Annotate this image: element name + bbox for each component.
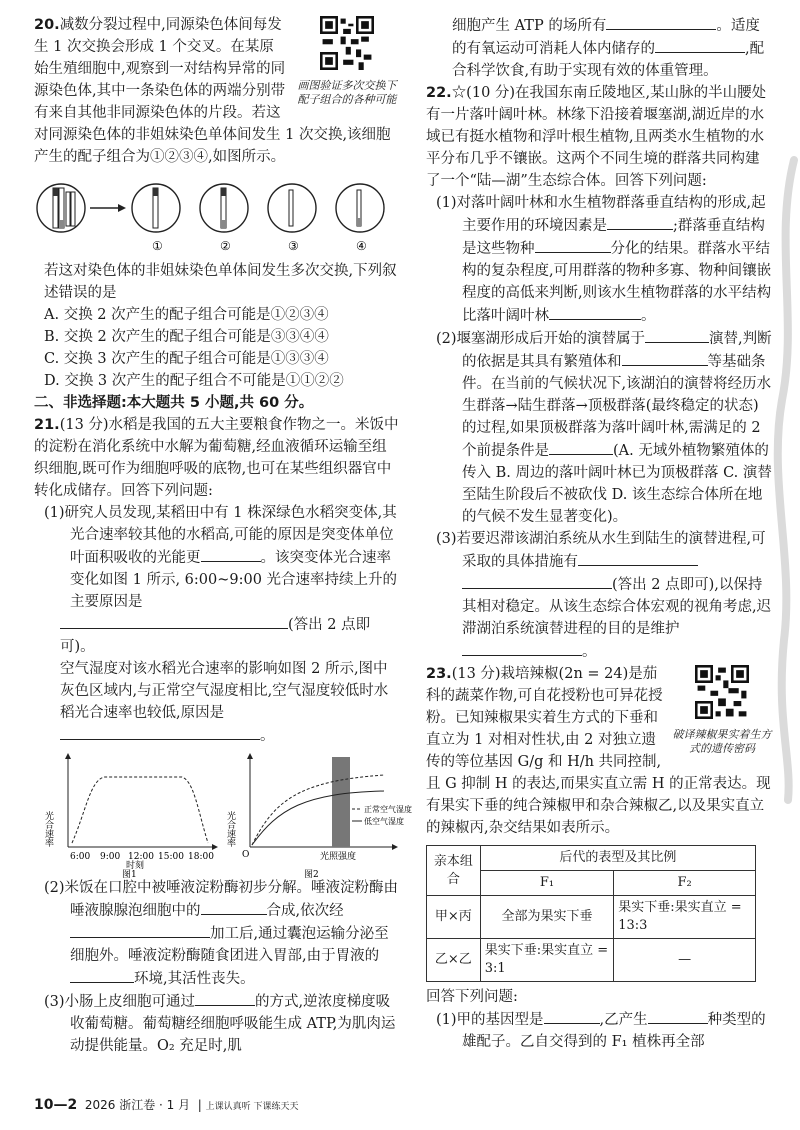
gamete-diagram: [34, 172, 400, 258]
qr-code-icon[interactable]: [695, 665, 749, 719]
fig1-tick: 18:00: [188, 852, 214, 862]
answer-blank[interactable]: [645, 327, 709, 343]
exam-name: 2026 浙江卷 · 1 月: [84, 1098, 191, 1112]
answer-blank[interactable]: [462, 573, 612, 589]
option-a[interactable]: A. 交换 2 次产生的配子组合可能是①②③④: [44, 307, 329, 323]
page-footer: 10—2 2026 浙江卷 · 1 月 | 上课认真听 下课练天天: [34, 1097, 299, 1113]
instruction: 回答下列问题:: [426, 989, 518, 1005]
figure-label: ②: [220, 239, 231, 253]
answer-blank[interactable]: [622, 350, 708, 366]
fig1-xlabel: 时刻: [126, 861, 145, 871]
question-text: 减数分裂过程中,同源染色体间每发生 1 次交换会形成 1 个交叉。在某原始生殖细胞中,观察到一对结构异常的同源染色体,其中一条染色体的两端分别带有来自其他非同源染色体的片段。若这对同源染色体的非姐妹染色单体间发生 1 次交换,该细胞产生的配子组合为①②③④,如图所示。: [34, 17, 391, 165]
table-header: F₂: [614, 871, 756, 896]
sub-question-2: (2)米饭在口腔中被唾液淀粉酶初步分解。唾液淀粉酶由唾液腺腺泡细胞中的: [44, 880, 399, 919]
photosynthesis-figures: [34, 751, 412, 880]
table-header: F₁: [480, 871, 614, 896]
question-21-continued: 细胞产生 ATP 的场所有: [452, 18, 607, 34]
option-c[interactable]: C. 交换 3 次产生的配子组合可能是①③③④: [44, 351, 329, 367]
question-number: 22.: [426, 85, 452, 101]
question-intro: (13 分)栽培辣椒(2n = 24)是茄科的蔬菜作物,可自花授粉也可异花授粉。已知辣椒果实着生方式的下垂和直立为 1 对相对性状,由 2 对独立遗传的等位基因 G/g 和 H/h 共同控制,且 G 抑制 H 的表达,而果实直立需 H 的正常表达。现有果实下垂的纯合辣椒甲和杂合辣椒乙,以及果实直立的辣椒丙,杂交结果如表所示。: [426, 666, 771, 836]
sub-question-2: (2)堰塞湖形成后开始的演替属于: [436, 331, 646, 347]
sub-question-1: (1)对落叶阔叶林和水生植物群落垂直结构的形成,起主要作用的环境因素是: [436, 195, 766, 234]
table-cell: 全部为果实下垂: [480, 896, 614, 939]
answer-blank[interactable]: [655, 37, 745, 53]
answer-blank[interactable]: [544, 1008, 600, 1024]
answer-blank[interactable]: [70, 967, 134, 983]
answer-blank[interactable]: [535, 237, 611, 253]
fig1-tick: 15:00: [158, 852, 184, 862]
question-intro: ☆(10 分)在我国东南丘陵地区,某山脉的半山腰处有一片落叶阔叶林。林缘下沿接着堰塞湖,湖近岸的水域已有挺水植物和浮叶根生植物,且两类水生植物的水平分布几乎不镶嵌。这两个不同生境的群落共同构建了一个“陆—湖”生态综合体。回答下列问题:: [426, 85, 767, 189]
figure-label: ③: [288, 239, 299, 253]
fig2-ylabel: 光合速率: [225, 811, 235, 847]
left-column: [34, 14, 412, 1057]
fig1-tick: 12:00: [128, 852, 154, 862]
question-21: 21.(13 分)水稻是我国的五大主要粮食作物之一。米饭中的淀粉在消化系统中水解为葡萄糖,经血液循环运输至组织细胞,既可作为细胞呼吸的底物,也可在某些组织器官中转化成储存。回答下列问题: (1)研究人员发现,某稻田中有 1 株深绿色水稻突变体,其光合速率较其他的水稻高,可能的原因是突变体单位叶面积吸收的光能更 。该突变体光合速率变化如图 1 所示, 6:00~9:00 光合速率持续上升的主要原因是 (答出 2 点即可)。 空气湿度对该水稻光合速率的影响如图 2 所示,图中灰色区域内,与正常空气湿度相比,空气湿度较低时水稻光合速率也较低,原因是。 光合速率 6:00 9:00 12:00 15:00 18:00 时刻 图1 光合速率 O 光照强度 正常空气湿度 低空气湿度 图2 (2)米饭在口腔中被唾液淀粉酶初步分解。唾液淀粉酶由唾液腺腺泡细胞中的 合成,依次经加工后,通过囊泡运输分泌至细胞外。唾液淀粉酶随食团进入胃部,由于胃液的环境,其活性丧失。 (3)小肠上皮细胞可通过 的方式,逆浓度梯度吸收葡萄糖。葡萄糖经细胞呼吸能生成 ATP,为肌肉运动提供能量。O₂ 充足时,肌: [34, 417, 412, 1054]
table-row: [427, 939, 756, 982]
sub-question-1: (1)研究人员发现,某稻田中有 1 株深绿色水稻突变体,其光合速率较其他的水稻高,可能的原因是突变体单位叶面积吸收的光能更: [44, 505, 397, 566]
answer-blank[interactable]: [549, 439, 613, 455]
question-stem: 若这对染色体的非姐妹染色单体间发生多次交换,下列叙述错误的是: [44, 263, 397, 301]
fig2-legend-normal: 正常空气湿度: [364, 805, 412, 814]
answer-blank[interactable]: [648, 1008, 708, 1024]
footer-tag: 上课认真听 下课练天天: [205, 1102, 299, 1112]
question-number: 21.: [34, 417, 60, 433]
qr-caption: 画图验证多次交换下配子组合的各种可能: [297, 79, 397, 106]
sub-question-text: 空气湿度对该水稻光合速率的影响如图 2 所示,图中灰色区域内,与正常空气湿度相比,空气湿度较低时水稻光合速率也较低,原因是: [60, 661, 389, 721]
option-b[interactable]: B. 交换 2 次产生的配子组合可能是③③④④: [44, 329, 329, 345]
figures-1-2: [34, 751, 412, 880]
table-cell: 甲×丙: [427, 896, 481, 939]
answer-blank[interactable]: [201, 899, 267, 915]
fig1-ylabel: 光合速率: [43, 811, 53, 847]
answer-blank[interactable]: [462, 640, 582, 656]
table-cell: —: [614, 939, 756, 982]
figure-label: ④: [356, 239, 367, 253]
sub-question-3: (3)小肠上皮细胞可通过: [44, 994, 196, 1010]
sub-question-1: (1)甲的基因型是: [436, 1012, 544, 1028]
answer-blank[interactable]: [578, 550, 698, 566]
fig2-xlabel: 光照强度: [320, 852, 357, 862]
fig2-origin: O: [242, 850, 250, 860]
answer-blank[interactable]: [607, 214, 673, 230]
answer-blank[interactable]: [549, 304, 641, 320]
table-cell: 乙×乙: [427, 939, 481, 982]
answer-blank[interactable]: [201, 546, 261, 562]
fig2-legend-low: 低空气湿度: [364, 817, 404, 826]
fig1-tick: 6:00: [70, 852, 91, 862]
question-22: 22.☆(10 分)在我国东南丘陵地区,某山脉的半山腰处有一片落叶阔叶林。林缘下沿接着堰塞湖,湖近岸的水域已有挺水植物和浮叶根生植物,且两类水生植物的水平分布几乎不镶嵌。这两个不同生境的群落共同构建了一个“陆—湖”生态综合体。回答下列问题: (1)对落叶阔叶林和水生植物群落垂直结构的形成,起主要作用的环境因素是 ;群落垂直结构是这些物种 分化的结果。群落水平结构的复杂程度,可用群落的物种多寡、物种间镶嵌程度的高低来判断,则该水生植物群落的水平结构比落叶阔叶林 。 (2)堰塞湖形成后开始的演替属于 演替,判断的依据是其具有繁殖体和 等基础条件。在当前的气候状况下,该湖泊的演替将经历水生群落→陆生群落→顶极群落(最终稳定的状态)的过程,如果顶极群落为落叶阔叶林,需满足的 2 个前提条件是 (A. 无域外植物繁殖体的传入 B. 周边的落叶阔叶林已为顶极群落 C. 演替至陆生阶段后不被砍伐 D. 该生态综合体所在地的气候不发生显著变化)。 (3)若要迟滞该湖泊系统从水生到陆生的演替进程,可采取的具体措施有(答出 2 点即可),以保持其相对稳定。从该生态综合体宏观的视角考虑,迟滞湖泊系统演替进程的目的是维护。: [426, 85, 772, 660]
decorative-brush-stroke: [764, 160, 800, 800]
answer-blank[interactable]: [606, 14, 716, 30]
question-number: 20.: [34, 17, 60, 33]
gamete-figure: [34, 172, 400, 258]
qr-code-icon[interactable]: [320, 16, 374, 70]
table-cell: 果实下垂:果实直立 = 3:1: [480, 939, 614, 982]
page-number: 10—2: [34, 1097, 78, 1113]
question-23: 破译辣椒果实着生方式的遗传密码 23.(13 分)栽培辣椒(2n = 24)是茄科的蔬菜作物,可自花授粉也可异花授粉。已知辣椒果实着生方式的下垂和直立为 1 对相对性状,由 2 对独立遗传的等位基因 G/g 和 H/h 共同控制,且 G 抑制 H 的表达,而果实直立需 H 的正常表达。现有果实下垂的纯合辣椒甲和杂合辣椒乙,以及果实直立的辣椒丙,杂交结果如表所示。 亲本组合 后代的表型及其比例 F₁ F₂ 甲×丙 全部为果实下垂 果实下垂:果实直立 = 13:3 乙×乙 果实下垂:果实直立 = 3:1 — 回答下列问题: (1)甲的基因型是 ,乙产生 种类型的雄配子。乙自交得到的 F₁ 植株再全部: [426, 666, 772, 1050]
right-column: 细胞产生 ATP 的场所有 。适度的有氧运动可消耗人体内储存的 ,配合科学饮食,有助于实现有效的体重管理。 22.☆(10 分)在我国东南丘陵地区,某山脉的半山腰处有一片落叶阔叶林。林缘下沿接着堰塞湖,湖近岸的水域已有挺水植物和浮叶根生植物,且两类水生植物的水平分布几乎不镶嵌。这两个不同生境的群落共同构建了一个“陆—湖”生态综合体。回答下列问题: (1)对落叶阔叶林和水生植物群落垂直结构的形成,起主要作用的环境因素是 ;群落垂直结构是这些物种 分化的结果。群落水平结构的复杂程度,可用群落的物种多寡、物种间镶嵌程度的高低来判断,则该水生植物群落的水平结构比落叶阔叶林 。 (2)堰塞湖形成后开始的演替属于 演替,判断的依据是其具有繁殖体和 等基础条件。在当前的气候状况下,该湖泊的演替将经历水生群落→陆生群落→顶极群落(最终稳定的状态)的过程,如果顶极群落为落叶阔叶林,需满足的 2 个前提条件是 (A. 无域外植物繁殖体的传入 B. 周边的落叶阔叶林已为顶极群落 C. 演替至陆生阶段后不被砍伐 D. 该生态综合体所在地的气候不发生显著变化)。 (3)若要迟滞该湖泊系统从水生到陆生的演替进程,可采取的具体措施有(答出 2 点即可),以保持其相对稳定。从该生态综合体宏观的视角考虑,迟滞湖泊系统演替进程的目的是维护。 破译辣椒果实着生方式的遗传密码 23.(13 分)栽培辣椒(2n = 24)是茄科的蔬菜作物,可自花授粉也可异花授粉。已知辣椒果实着生方式的下垂和直立为 1 对相对性状,由 2 对独立遗传的等位基因 G/g 和 H/h 共同控制,且 G 抑制 H 的表达,而果实直立需 H 的正常表达。现有果实下垂的纯合辣椒甲和杂合辣椒乙,以及果实直立的辣椒丙,杂交结果如表所示。 亲本组合 后代的表型及其比例 F₁ F₂ 甲×丙 全部为果实下垂 果实下垂:果实直立 = 13:3 乙×乙 果实下垂:果实直立 = 3:1 — 回答下列问题: (1)甲的基因型是 ,乙产生 种类型的雄配子。乙自交得到的 F₁ 植株再全部: [426, 14, 772, 1053]
table-cell: 果实下垂:果实直立 = 13:3: [614, 896, 756, 939]
sub-question-3: (3)若要迟滞该湖泊系统从水生到陆生的演替进程,可采取的具体措施有: [436, 531, 766, 570]
fig1-tick: 9:00: [100, 852, 121, 862]
answer-blank[interactable]: [60, 613, 288, 629]
question-20: [34, 14, 400, 392]
fig1-caption: 图1: [122, 870, 137, 880]
table-header: 亲本组合: [427, 846, 481, 896]
cross-result-table: [426, 845, 756, 982]
answer-blank[interactable]: [70, 922, 210, 938]
question-intro: (13 分)水稻是我国的五大主要粮食作物之一。米饭中的淀粉在消化系统中水解为葡萄糖,经血液循环运输至组织细胞,既可作为细胞呼吸的底物,也可在某些组织器官中转化成储存。回答下列问题:: [34, 417, 399, 499]
table-row: [427, 896, 756, 939]
table-header: 后代的表型及其比例: [480, 846, 755, 871]
section-heading: 二、非选择题:本大题共 5 小题,共 60 分。: [34, 395, 314, 411]
qr-code-block[interactable]: [672, 665, 772, 756]
option-d[interactable]: D. 交换 3 次产生的配子组合不可能是①①②②: [44, 373, 344, 389]
fig2-caption: 图2: [304, 870, 319, 880]
qr-code-block[interactable]: [294, 16, 400, 107]
answer-blank[interactable]: [60, 724, 260, 740]
answer-blank[interactable]: [195, 990, 255, 1006]
question-number: 23.: [426, 666, 452, 682]
qr-caption: 破译辣椒果实着生方式的遗传密码: [672, 728, 772, 755]
figure-label: ①: [152, 239, 163, 253]
